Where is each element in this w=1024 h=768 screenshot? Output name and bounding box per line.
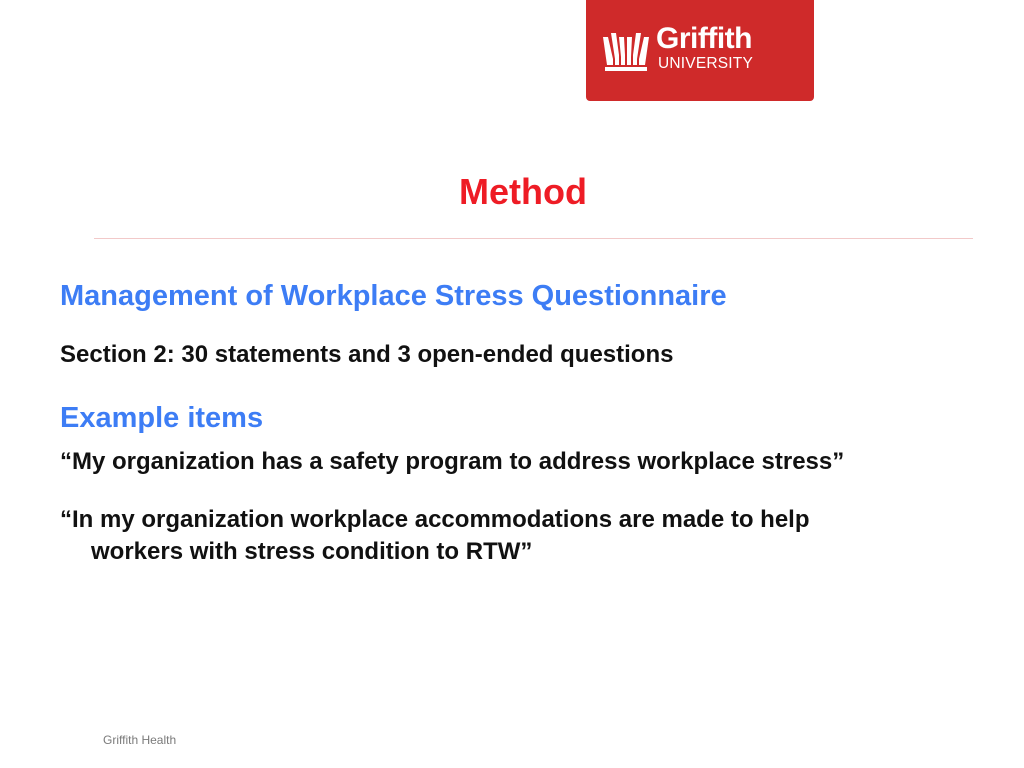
- griffith-university-logo: [586, 0, 814, 101]
- example-item-1: “My organization has a safety program to address workplace stress”: [60, 448, 845, 475]
- example-item-2: [60, 504, 980, 568]
- example-items-heading: Example items: [60, 402, 264, 434]
- questionnaire-heading: Management of Workplace Stress Questionnaire: [60, 280, 727, 312]
- section-description: Section 2: 30 statements and 3 open-ended questions: [60, 341, 674, 368]
- logo-subtitle: UNIVERSITY: [658, 55, 754, 72]
- slide-title: Method: [459, 171, 587, 212]
- griffith-logo-icon: [603, 31, 649, 73]
- title-divider: [94, 238, 973, 239]
- example-item-2-line-1: “In my organization workplace accommodations are made to help: [60, 506, 810, 533]
- example-item-2-line-2: workers with stress condition to RTW”: [91, 538, 533, 565]
- logo-wordmark: Griffith: [656, 22, 752, 55]
- footer-text: Griffith Health: [103, 733, 177, 747]
